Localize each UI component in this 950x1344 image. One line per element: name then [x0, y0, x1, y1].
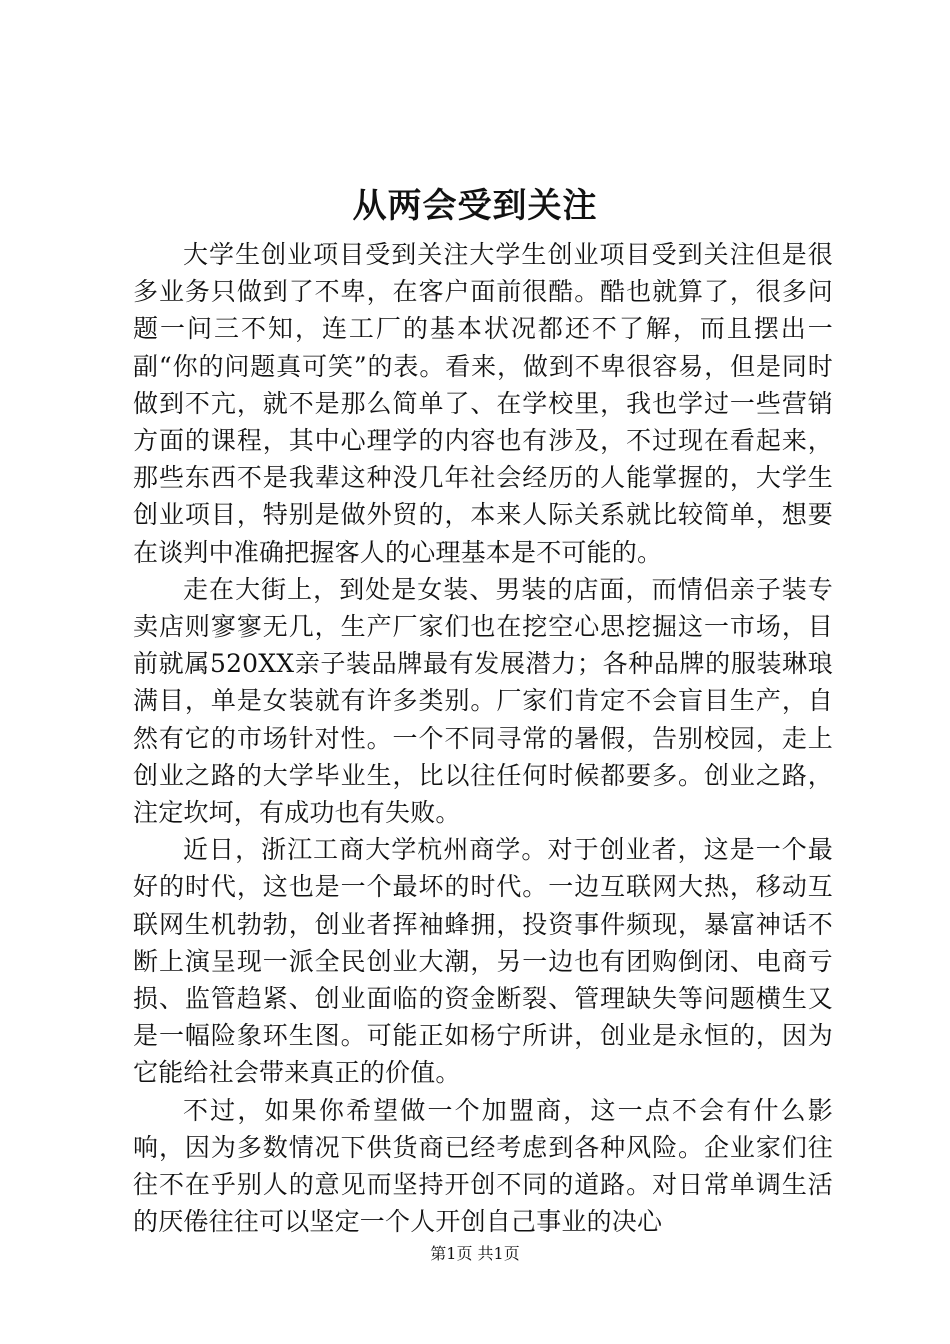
document-title: 从两会受到关注 [352, 186, 598, 226]
paragraph-2: 走在大街上，到处是女装、男装的店面，而情侣亲子装专卖店则寥寥无几，生产厂家们也在挖空心思挖掘这一市场，目前就属520XX亲子装品牌最有发展潜力；各种品牌的服装琳琅满目，单是女装就有许多类别。厂家们肯定不会盲目生产，自然有它的市场针对性。一个不同寻常的暑假，告别校园，走上创业之路的大学毕业生，比以往任何时候都要多。创业之路，注定坎坷，有成功也有失败。 [133, 574, 833, 828]
document-body [133, 236, 833, 1240]
paragraph-1: 大学生创业项目受到关注大学生创业项目受到关注但是很多业务只做到了不卑，在客户面前很酷。酷也就算了，很多问题一问三不知，连工厂的基本状况都还不了解，而且摆出一副“你的问题真可笑”的表。看来，做到不卑很容易，但是同时做到不亢，就不是那么简单了、在学校里，我也学过一些营销方面的课程，其中心理学的内容也有涉及，不过现在看起来，那些东西不是我辈这种没几年社会经历的人能掌握的，大学生创业项目，特别是做外贸的，本来人际关系就比较简单，想要在谈判中准确把握客人的心理基本是不可能的。 [133, 240, 833, 567]
paragraph-4: 不过，如果你希望做一个加盟商，这一点不会有什么影响，因为多数情况下供货商已经考虑到各种风险。企业家们往往不在乎别人的意见而坚持开创不同的道路。对日常单调生活的厌倦往往可以坚定一个人开创自己事业的决心 [133, 1095, 833, 1237]
page-number-footer: 第1页 共1页 [430, 1244, 520, 1263]
paragraph-3: 近日，浙江工商大学杭州商学。对于创业者，这是一个最好的时代，这也是一个最坏的时代。一边互联网大热，移动互联网生机勃勃，创业者挥袖蜂拥，投资事件频现，暴富神话不断上演呈现一派全民创业大潮，另一边也有团购倒闭、电商亏损、监管趋紧、创业面临的资金断裂、管理缺失等问题横生又是一幅险象环生图。可能正如杨宁所讲，创业是永恒的，因为它能给社会带来真正的价值。 [133, 835, 833, 1088]
